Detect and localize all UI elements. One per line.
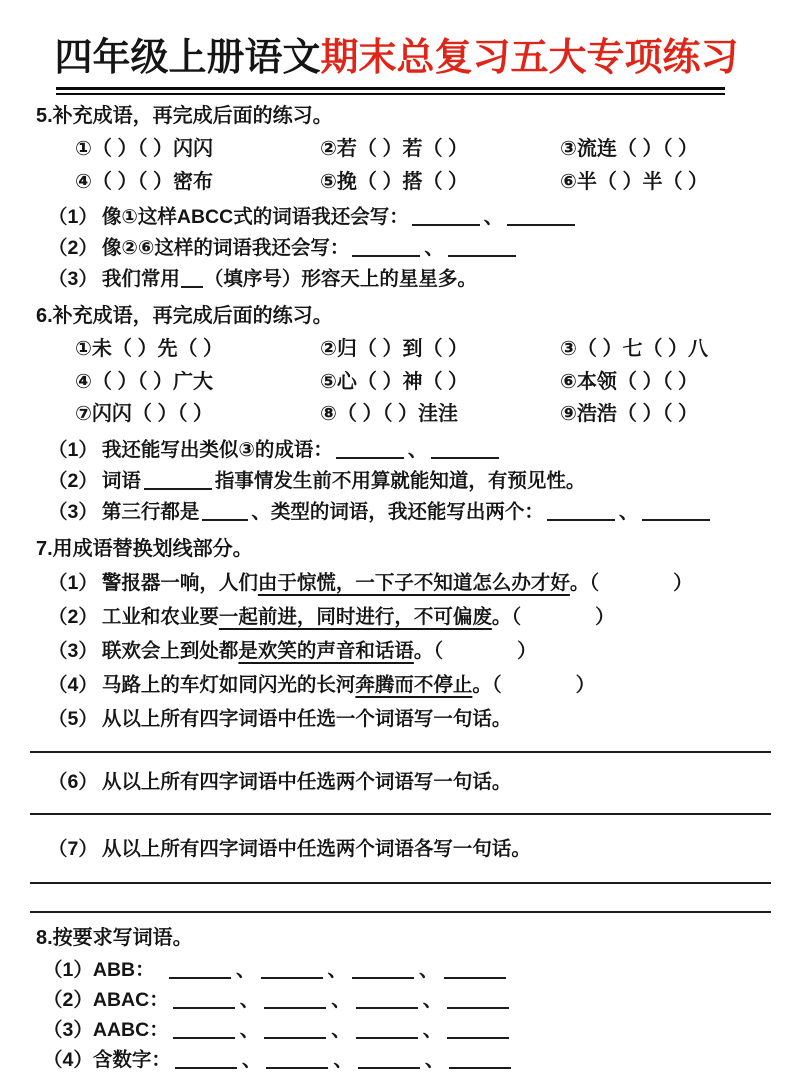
question-text: 从以上所有四字词语中任选两个词语写一句话。 <box>101 770 512 793</box>
question-text: 像②⑥这样的词语我还会写： <box>101 237 350 259</box>
question-number: （3） <box>48 500 98 523</box>
question-text: 像①这样ABCC式的词语我还会写： <box>101 206 409 228</box>
idiom-item: ⑨浩浩（ ）（ ） <box>560 403 699 425</box>
idiom-item: ③（ ）七（ ）八 <box>560 338 709 360</box>
idiom-item: ④（ ）（ ）密布 <box>75 170 214 193</box>
blank-group <box>171 1045 516 1075</box>
dun-separator: 、 <box>422 988 443 1011</box>
fill-blank <box>202 505 248 521</box>
section7-question-6 <box>48 765 775 799</box>
dun-separator: 、 <box>331 988 351 1011</box>
question-text: 。 <box>569 571 590 594</box>
section8-heading: 8.按要求写词语。 <box>36 926 193 949</box>
fill-blank <box>356 1023 418 1039</box>
dun-separator: 、 <box>419 958 439 981</box>
pattern-label: ABAC： <box>92 988 169 1011</box>
fill-blank <box>175 1053 237 1069</box>
fill-blank <box>169 963 231 979</box>
dun-separator: 、 <box>239 1018 260 1041</box>
idiom-item: ②归（ ）到（ ） <box>320 338 469 360</box>
question-text: 工业和农业要 <box>101 605 219 628</box>
fill-blank <box>261 963 323 979</box>
fill-blank <box>173 993 235 1009</box>
question-text: 、类型的词语，我还能写出两个： <box>251 500 544 523</box>
section6-idiom-grid <box>75 333 775 431</box>
fill-blank <box>444 963 506 979</box>
dun-separator: 、 <box>239 988 260 1011</box>
fill-blank <box>358 1053 420 1069</box>
row-label <box>43 985 169 1015</box>
title-exam-part: 期末总复习五大专项练习 <box>320 37 739 79</box>
section6-question-3 <box>48 497 775 528</box>
question-text: 。 <box>472 673 492 696</box>
question-number: （1） <box>48 206 98 228</box>
dun-separator: 、 <box>424 1048 445 1071</box>
question-text: 联欢会上到处都 <box>101 639 239 662</box>
question-text: 从以上所有四字词语中任选两个词语各写一句话。 <box>101 837 531 860</box>
answer-paren-open: （ <box>491 673 502 696</box>
section8-row-aabc <box>43 1015 775 1045</box>
idiom-item: ⑥本领（ ）（ ） <box>560 370 699 393</box>
question-number: （2） <box>43 988 93 1011</box>
fill-blank <box>144 474 212 490</box>
dun-separator: 、 <box>327 958 348 981</box>
section7-question-4 <box>48 668 775 702</box>
fill-blank <box>264 1023 326 1039</box>
dun-separator: 、 <box>483 206 504 228</box>
section5-idiom-grid <box>75 133 775 198</box>
answer-paren-open: （ <box>589 571 600 594</box>
question-text: （填序号）形容天上的星星多。 <box>203 268 477 290</box>
section7-question-1 <box>48 566 775 600</box>
writing-line <box>30 813 771 815</box>
answer-paren-open: （ <box>433 639 444 662</box>
section6-question-2 <box>48 466 775 497</box>
question-text: 。 <box>413 639 434 662</box>
writing-line <box>30 751 771 753</box>
row-label <box>43 1015 169 1045</box>
question-text: 警报器一响，人们 <box>101 571 258 594</box>
fill-blank <box>412 210 480 226</box>
writing-line <box>30 911 771 913</box>
fill-blank <box>449 1053 511 1069</box>
idiom-item: ⑤挽（ ）搭（ ） <box>320 170 469 193</box>
question-number: （2） <box>48 237 98 259</box>
question-text: 词语 <box>101 469 141 492</box>
dun-separator: 、 <box>241 1048 262 1071</box>
fill-blank <box>507 210 575 226</box>
answer-paren-close: ） <box>595 605 615 628</box>
section7-question-7 <box>48 832 775 866</box>
dun-separator: 、 <box>333 1048 353 1071</box>
fill-blank <box>336 443 404 459</box>
section5-question-3 <box>48 264 775 295</box>
blank-group <box>165 955 510 985</box>
fill-blank <box>266 1053 328 1069</box>
section6-question-1 <box>48 435 775 466</box>
question-number: （2） <box>48 469 98 492</box>
title-grade-part: 四年级上册语文 <box>54 37 321 79</box>
idiom-item: ⑦闪闪（ ）（ ） <box>75 403 214 425</box>
answer-paren-open: （ <box>511 605 522 628</box>
question-number: （3） <box>48 639 98 662</box>
row-label <box>43 955 165 985</box>
fill-blank <box>352 963 414 979</box>
question-number: （7） <box>48 837 98 860</box>
question-number: （4） <box>48 673 98 696</box>
page-title <box>18 0 775 82</box>
answer-paren-close: ） <box>673 571 693 594</box>
blank-group <box>169 1015 514 1045</box>
question-number: （1） <box>48 571 98 594</box>
dun-separator: 、 <box>407 438 428 461</box>
section7-question-5 <box>48 702 775 736</box>
question-number: （4） <box>43 1048 93 1071</box>
idiom-item: ①未（ ）先（ ） <box>75 338 224 360</box>
section7-question-3 <box>48 634 775 668</box>
pattern-label: ABB： <box>92 958 155 981</box>
idiom-item: ⑧（ ）（ ）洼洼 <box>320 403 459 425</box>
answer-paren-close: ） <box>517 639 537 662</box>
idiom-item: ⑤心（ ）神（ ） <box>320 370 469 393</box>
underlined-phrase: 是欢笑的声音和话语 <box>238 639 414 662</box>
section7-heading: 7.用成语替换划线部分。 <box>36 537 253 560</box>
underlined-phrase: 一起前进，同时进行，不可偏废 <box>218 605 492 628</box>
blank-group <box>169 985 514 1015</box>
idiom-item: ③流连（ ）（ ） <box>560 138 699 160</box>
dun-separator: 、 <box>424 237 444 259</box>
writing-line <box>30 882 771 884</box>
section8-row-abb <box>43 955 775 985</box>
question-number: （3） <box>48 268 98 290</box>
section5-question-2 <box>48 233 775 264</box>
fill-blank <box>352 241 420 257</box>
fill-blank <box>173 1023 235 1039</box>
idiom-item: ①（ ）（ ）闪闪 <box>75 138 214 160</box>
idiom-item: ②若（ ）若（ ） <box>320 138 469 160</box>
question-number: （5） <box>48 707 98 730</box>
fill-blank <box>431 443 499 459</box>
underlined-phrase: 由于惊慌，一下子不知道怎么办才好 <box>257 571 570 594</box>
question-text: 我们常用 <box>101 268 180 290</box>
question-text: 马路上的车灯如同闪光的长河 <box>101 673 356 696</box>
pattern-label: AABC： <box>92 1018 169 1041</box>
question-number: （2） <box>48 605 98 628</box>
question-number: （1） <box>48 438 98 461</box>
dun-separator: 、 <box>331 1018 351 1041</box>
fill-blank <box>547 505 615 521</box>
question-text: 我还能写出类似③的成语： <box>101 438 333 461</box>
question-text: 。 <box>491 605 512 628</box>
dun-separator: 、 <box>236 958 256 981</box>
fill-blank <box>642 505 710 521</box>
question-number: （6） <box>48 770 98 793</box>
fill-blank <box>181 272 203 288</box>
idiom-item: ⑥半（ ）半（ ） <box>560 170 709 193</box>
pattern-label: 含数字： <box>92 1048 171 1071</box>
underlined-phrase: 奔腾而不停止 <box>355 673 473 696</box>
dun-separator: 、 <box>422 1018 443 1041</box>
fill-blank <box>447 993 509 1009</box>
question-text: 第三行都是 <box>101 500 200 523</box>
fill-blank <box>447 1023 509 1039</box>
dun-separator: 、 <box>618 500 639 523</box>
question-number: （1） <box>43 958 93 981</box>
row-label <box>43 1045 171 1075</box>
answer-paren-close: ） <box>575 673 596 696</box>
fill-blank <box>356 993 418 1009</box>
section5-heading: 5.补充成语，再完成后面的练习。 <box>36 105 333 127</box>
section6-heading: 6.补充成语，再完成后面的练习。 <box>36 305 333 327</box>
title-double-rule <box>56 87 725 95</box>
question-number: （3） <box>43 1018 93 1041</box>
question-text: 从以上所有四字词语中任选一个词语写一句话。 <box>101 707 512 730</box>
question-text: 指事情发生前不用算就能知道，有预见性。 <box>214 469 586 492</box>
fill-blank <box>448 241 516 257</box>
section5-question-1 <box>48 202 775 233</box>
section7-question-2 <box>48 600 775 634</box>
idiom-item: ④（ ）（ ）广大 <box>75 370 214 393</box>
fill-blank <box>264 993 326 1009</box>
section8-row-abac <box>43 985 775 1015</box>
section8-row-numbers <box>43 1045 775 1075</box>
